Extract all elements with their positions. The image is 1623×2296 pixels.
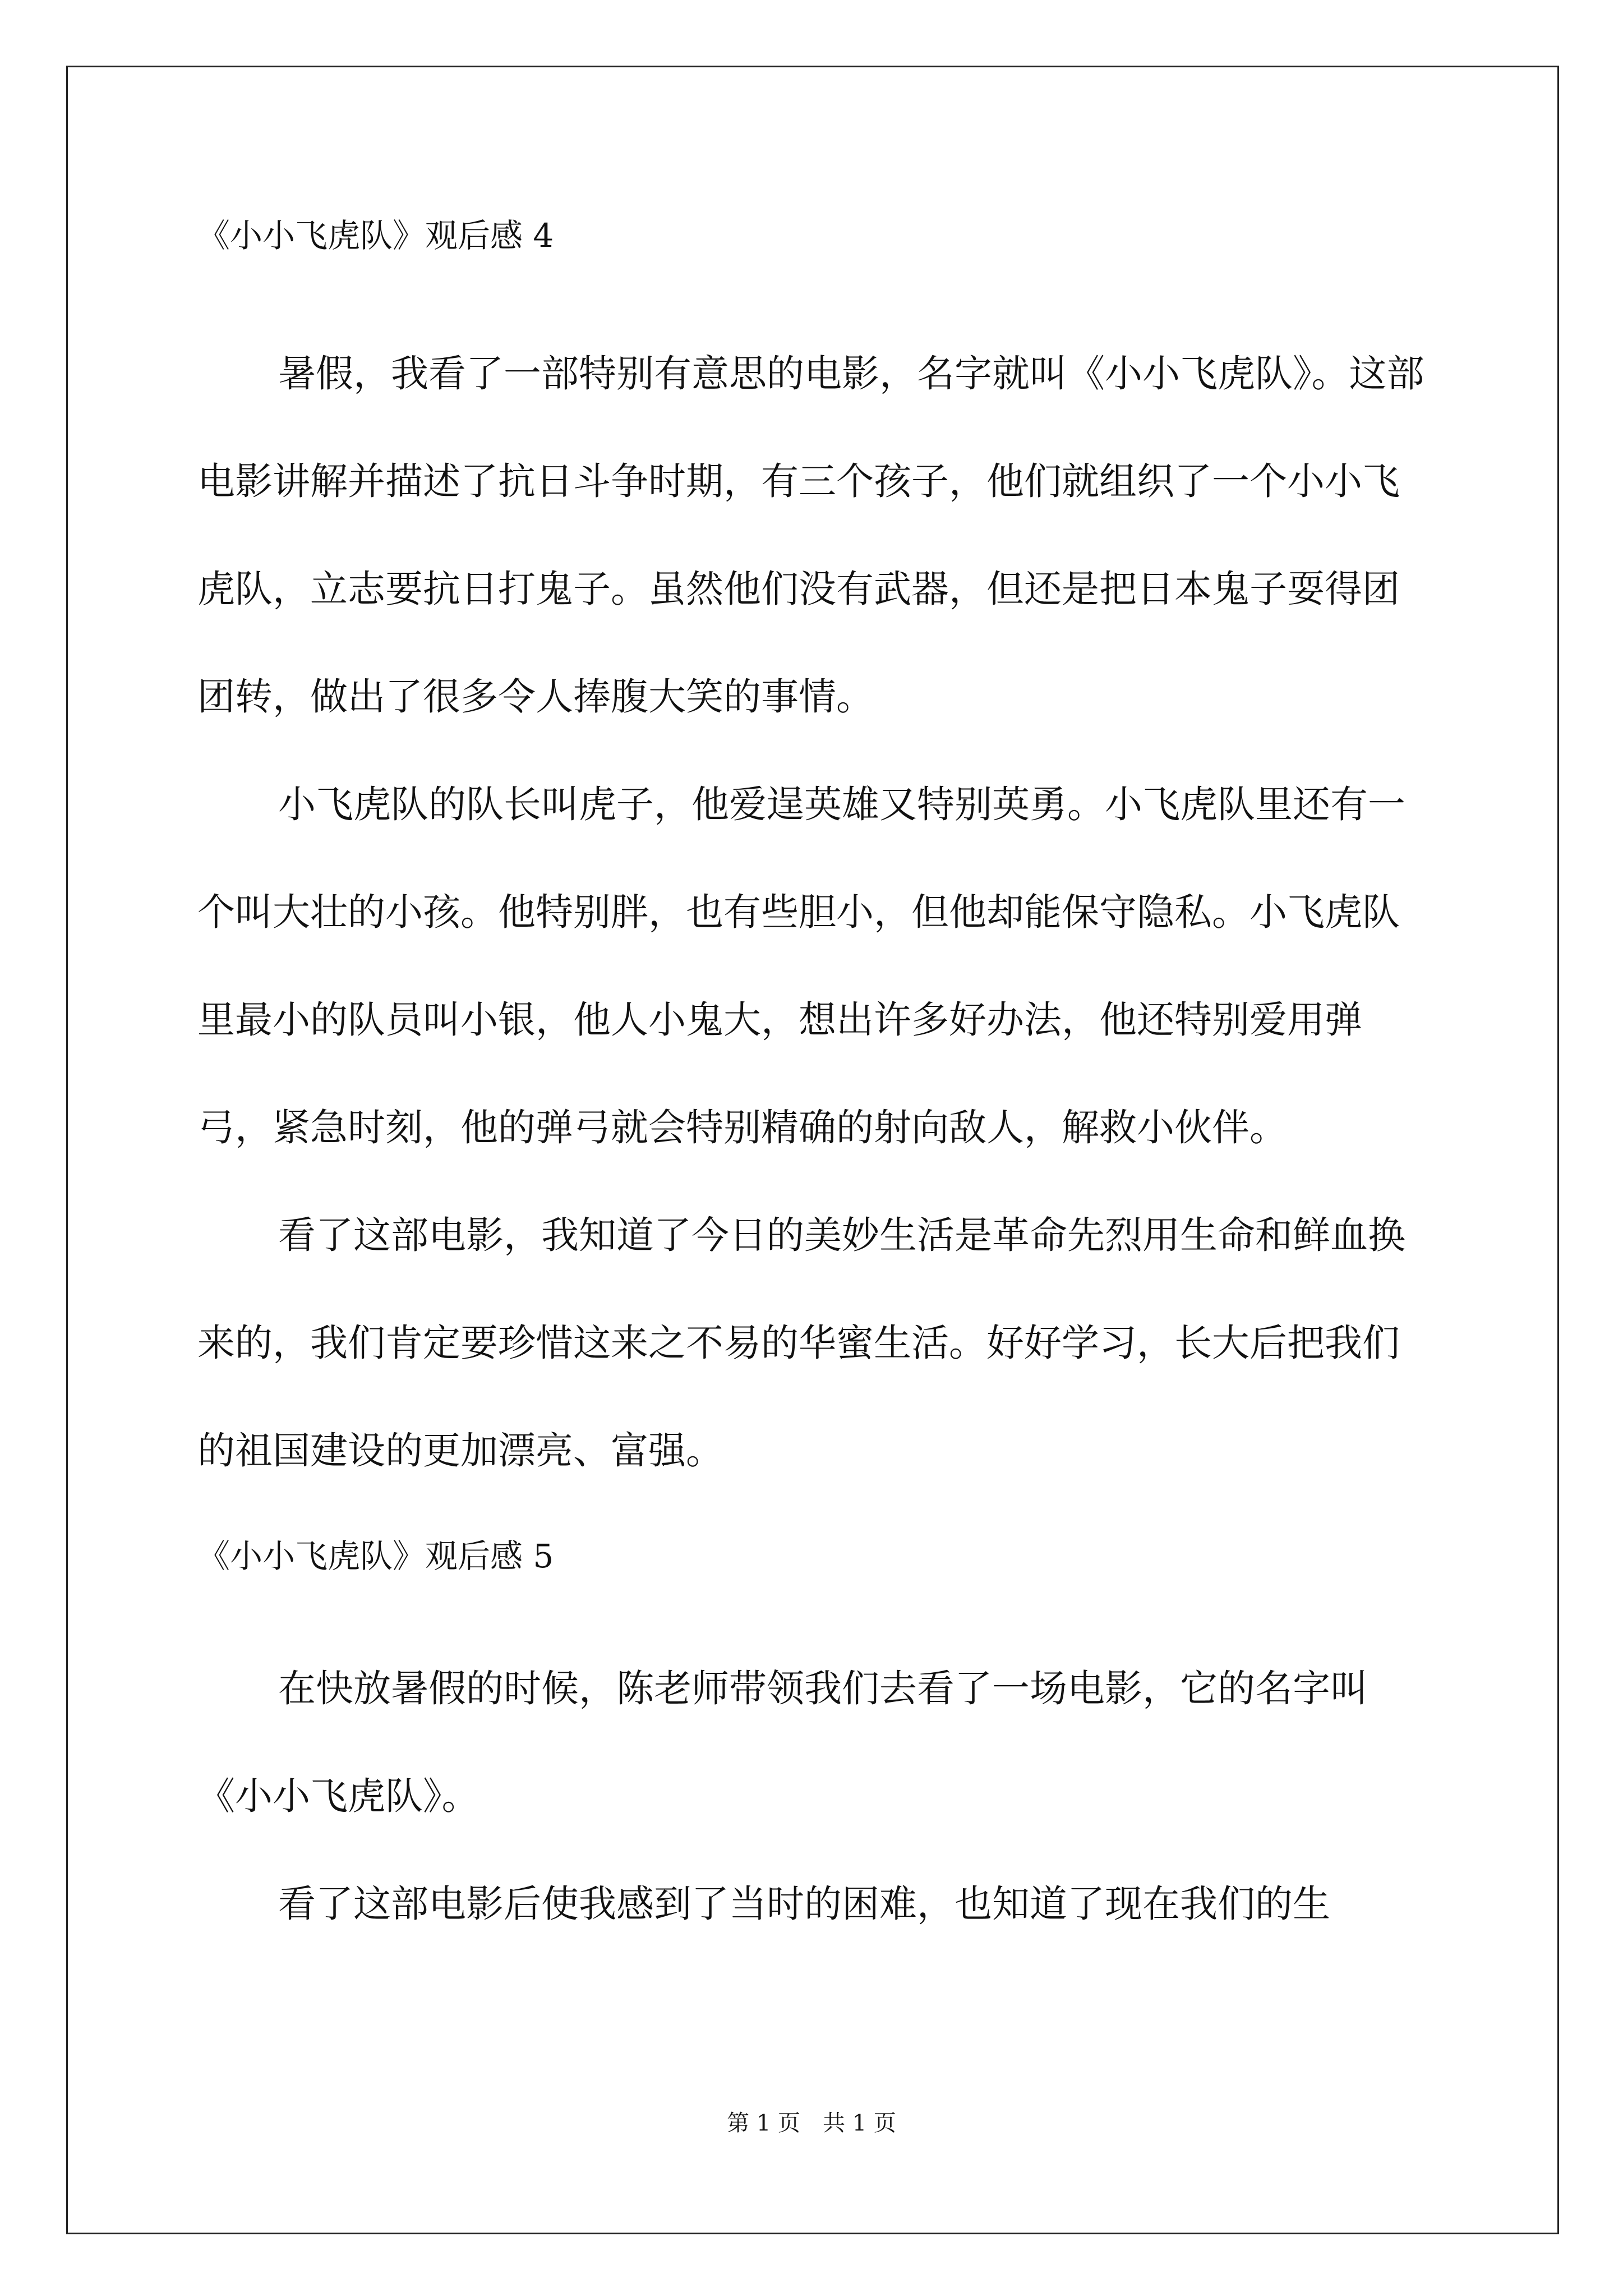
paragraph: 看了这部电影后使我感到了当时的困难，也知道了现在我们的生 (278, 1882, 1330, 1926)
page-footer (0, 2109, 1623, 2137)
document-body (197, 213, 1431, 1958)
paragraph: 在快放暑假的时候，陈老师带领我们去看了一场电影，它的名字叫《小小飞虎队》。 (197, 1667, 1368, 1818)
page-total: 共 1 页 (823, 2110, 896, 2136)
paragraph: 看了这部电影，我知道了今日的美妙生活是革命先烈用生命和鲜血换来的，我们肯定要珍惜这来之不易的华蜜生活。好好学习，长大后把我们的祖国建设的更加漂亮、富强。 (197, 1213, 1405, 1473)
section-heading: 《小小飞虎队》观后感 5 (197, 1537, 554, 1575)
paragraph: 小飞虎队的队长叫虎子，他爱逞英雄又特别英勇。小飞虎队里还有一个叫大壮的小孩。他特别胖，也有些胆小，但他却能保守隐私。小飞虎队里最小的队员叫小银，他人小鬼大，想出许多好办法，他还特别爱用弹弓，紧急时刻，他的弹弓就会特别精确的射向敌人，解救小伙伴。 (197, 783, 1405, 1149)
page-number: 第 1 页 (727, 2110, 800, 2136)
paragraph: 暑假，我看了一部特别有意思的电影，名字就叫《小小飞虎队》。这部电影讲解并描述了抗日斗争时期，有三个孩子，他们就组织了一个小小飞虎队，立志要抗日打鬼子。虽然他们没有武器，但还是把日本鬼子耍得团团转，做出了很多令人捧腹大笑的事情。 (197, 352, 1424, 719)
section-heading: 《小小飞虎队》观后感 4 (197, 217, 554, 255)
